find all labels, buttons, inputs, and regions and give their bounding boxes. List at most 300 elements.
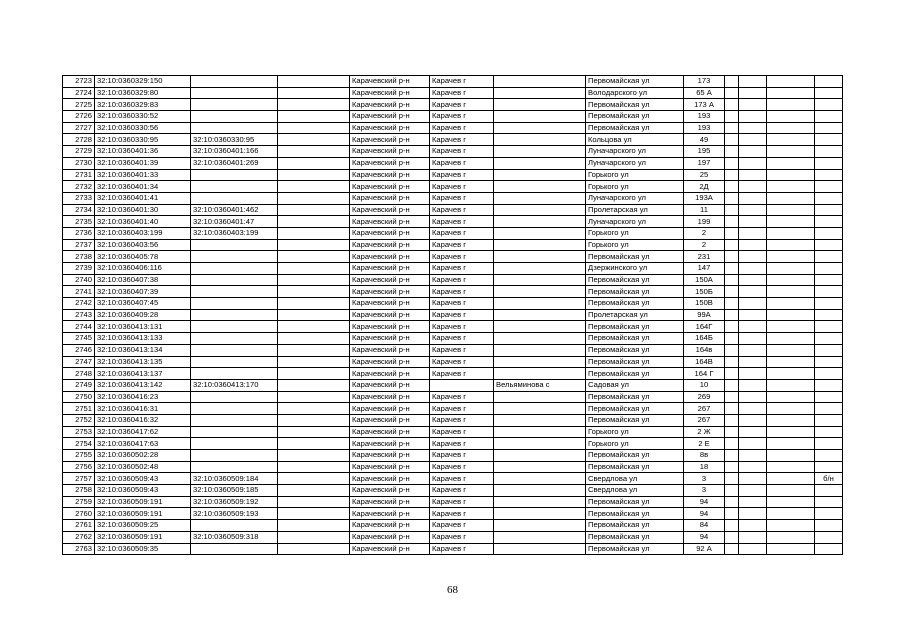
table-cell: 32:10:0360509:191 xyxy=(95,496,191,508)
table-cell: Карачев г xyxy=(430,239,494,251)
table-cell xyxy=(278,344,350,356)
table-row xyxy=(63,76,843,88)
table-cell xyxy=(725,379,739,391)
table-cell: 32:10:0360330:95 xyxy=(95,134,191,146)
table-cell: Карачев г xyxy=(430,227,494,239)
table-row xyxy=(63,531,843,543)
table-cell xyxy=(739,379,767,391)
table-cell: Карачев г xyxy=(430,450,494,462)
table-row xyxy=(63,99,843,111)
table-cell: 32:10:0360509:318 xyxy=(191,531,278,543)
table-cell xyxy=(767,344,815,356)
table-cell xyxy=(494,227,586,239)
table-cell: Первомайская ул xyxy=(586,450,684,462)
table-cell: 94 xyxy=(684,531,725,543)
table-cell: Первомайская ул xyxy=(586,321,684,333)
table-cell xyxy=(739,356,767,368)
table-row xyxy=(63,473,843,485)
table-cell xyxy=(739,298,767,310)
table-cell xyxy=(725,298,739,310)
table-cell: 3 xyxy=(684,485,725,497)
table-row xyxy=(63,321,843,333)
table-cell xyxy=(725,450,739,462)
table-cell xyxy=(494,169,586,181)
table-cell: 32:10:0360417:63 xyxy=(95,438,191,450)
table-cell xyxy=(739,122,767,134)
table-cell xyxy=(494,391,586,403)
table-cell: Первомайская ул xyxy=(586,274,684,286)
table-cell: 2724 xyxy=(63,87,95,99)
table-cell xyxy=(494,76,586,88)
table-cell xyxy=(815,239,843,251)
table-cell xyxy=(815,508,843,520)
table-cell: Карачев г xyxy=(430,531,494,543)
table-cell: 32:10:0360407:39 xyxy=(95,286,191,298)
table-cell xyxy=(815,403,843,415)
table-cell xyxy=(767,473,815,485)
table-cell: 195 xyxy=(684,146,725,158)
table-cell xyxy=(278,99,350,111)
table-cell xyxy=(815,391,843,403)
table-row xyxy=(63,274,843,286)
table-cell xyxy=(725,111,739,123)
table-row xyxy=(63,204,843,216)
table-cell: Карачевский р-н xyxy=(350,157,430,169)
table-cell: Пролетарская ул xyxy=(586,309,684,321)
table-cell: 2725 xyxy=(63,99,95,111)
table-cell xyxy=(725,414,739,426)
table-cell: 32:10:0360407:38 xyxy=(95,274,191,286)
table-cell: Первомайская ул xyxy=(586,368,684,380)
table-cell xyxy=(191,298,278,310)
table-cell xyxy=(739,543,767,555)
table-cell xyxy=(739,111,767,123)
table-cell xyxy=(278,192,350,204)
table-row xyxy=(63,146,843,158)
table-cell: 32:10:0360509:185 xyxy=(191,485,278,497)
table-cell xyxy=(739,496,767,508)
table-cell: 32:10:0360509:192 xyxy=(191,496,278,508)
table-cell xyxy=(767,368,815,380)
table-cell: Карачев г xyxy=(430,111,494,123)
table-cell: Луначарского ул xyxy=(586,192,684,204)
table-cell xyxy=(739,333,767,345)
table-cell xyxy=(494,531,586,543)
table-cell xyxy=(767,496,815,508)
table-cell xyxy=(739,216,767,228)
table-cell: 2754 xyxy=(63,438,95,450)
table-cell: 32:10:0360413:137 xyxy=(95,368,191,380)
table-cell xyxy=(494,321,586,333)
table-cell xyxy=(739,368,767,380)
table-cell: 32:10:0360509:193 xyxy=(191,508,278,520)
table-cell xyxy=(815,531,843,543)
table-cell: Карачевский р-н xyxy=(350,111,430,123)
table-cell xyxy=(815,344,843,356)
table-cell xyxy=(278,543,350,555)
table-cell xyxy=(278,169,350,181)
table-cell xyxy=(278,321,350,333)
table-cell xyxy=(739,309,767,321)
table-cell xyxy=(725,473,739,485)
table-cell xyxy=(815,216,843,228)
table-cell: 32:10:0360330:95 xyxy=(191,134,278,146)
table-cell xyxy=(767,251,815,263)
table-row xyxy=(63,192,843,204)
table-cell: 8в xyxy=(684,450,725,462)
table-cell: 84 xyxy=(684,520,725,532)
table-cell: 164 Г xyxy=(684,368,725,380)
table-cell xyxy=(767,263,815,275)
table-cell xyxy=(494,543,586,555)
table-cell: 199 xyxy=(684,216,725,228)
table-cell xyxy=(767,87,815,99)
table-row xyxy=(63,414,843,426)
table-cell xyxy=(739,239,767,251)
table-row xyxy=(63,239,843,251)
table-cell: Первомайская ул xyxy=(586,76,684,88)
table-cell: Свердлова ул xyxy=(586,473,684,485)
table-cell xyxy=(494,239,586,251)
table-cell: Карачев г xyxy=(430,87,494,99)
table-cell: Карачевский р-н xyxy=(350,76,430,88)
table-cell xyxy=(278,286,350,298)
table-cell: Карачевский р-н xyxy=(350,321,430,333)
table-cell: 32:10:0360502:48 xyxy=(95,461,191,473)
table-cell: 32:10:0360416:32 xyxy=(95,414,191,426)
table-cell xyxy=(278,508,350,520)
table-cell xyxy=(191,122,278,134)
table-cell xyxy=(767,239,815,251)
table-cell: 32:10:0360509:191 xyxy=(95,508,191,520)
table-cell xyxy=(815,379,843,391)
table-cell: 2750 xyxy=(63,391,95,403)
table-cell xyxy=(815,286,843,298)
table-cell xyxy=(767,204,815,216)
table-cell: Первомайская ул xyxy=(586,543,684,555)
table-cell xyxy=(494,450,586,462)
table-cell xyxy=(767,438,815,450)
table-cell xyxy=(191,543,278,555)
table-cell xyxy=(815,438,843,450)
table-cell: 32:10:0360413:142 xyxy=(95,379,191,391)
table-cell: Карачевский р-н xyxy=(350,192,430,204)
table-cell: 32:10:0360509:35 xyxy=(95,543,191,555)
table-cell xyxy=(815,251,843,263)
table-cell xyxy=(725,134,739,146)
table-cell: 2755 xyxy=(63,450,95,462)
table-cell: Карачевский р-н xyxy=(350,87,430,99)
table-cell xyxy=(725,286,739,298)
table-cell: Луначарского ул xyxy=(586,146,684,158)
table-cell xyxy=(767,333,815,345)
table-cell xyxy=(739,204,767,216)
table-cell xyxy=(191,414,278,426)
table-cell xyxy=(725,227,739,239)
table-row xyxy=(63,309,843,321)
table-cell: Карачевский р-н xyxy=(350,461,430,473)
table-cell xyxy=(494,309,586,321)
table-cell xyxy=(767,134,815,146)
table-cell: 2733 xyxy=(63,192,95,204)
table-cell xyxy=(815,204,843,216)
table-cell: 49 xyxy=(684,134,725,146)
table-cell xyxy=(815,134,843,146)
table-cell xyxy=(191,344,278,356)
table-cell: Горького ул xyxy=(586,239,684,251)
table-cell xyxy=(191,87,278,99)
table-row xyxy=(63,403,843,415)
address-table xyxy=(62,75,843,555)
table-cell xyxy=(494,426,586,438)
table-cell xyxy=(725,76,739,88)
table-row xyxy=(63,426,843,438)
table-cell xyxy=(815,192,843,204)
table-cell xyxy=(725,122,739,134)
table-cell: 32:10:0360509:184 xyxy=(191,473,278,485)
table-cell: 173 xyxy=(684,76,725,88)
table-cell xyxy=(191,333,278,345)
table-cell xyxy=(767,274,815,286)
table-cell xyxy=(725,263,739,275)
table-cell xyxy=(278,181,350,193)
table-cell: 2730 xyxy=(63,157,95,169)
table-cell: 164Б xyxy=(684,333,725,345)
table-cell xyxy=(815,496,843,508)
table-cell: Карачевский р-н xyxy=(350,286,430,298)
table-cell: 2742 xyxy=(63,298,95,310)
table-row xyxy=(63,134,843,146)
table-cell: 2737 xyxy=(63,239,95,251)
table-cell: 99А xyxy=(684,309,725,321)
table-row xyxy=(63,227,843,239)
table-cell xyxy=(191,76,278,88)
table-cell: 32:10:0360413:170 xyxy=(191,379,278,391)
table-cell: Карачев г xyxy=(430,321,494,333)
table-cell: Карачевский р-н xyxy=(350,181,430,193)
table-cell: Карачевский р-н xyxy=(350,391,430,403)
table-body xyxy=(63,76,843,555)
table-cell: Первомайская ул xyxy=(586,122,684,134)
table-cell xyxy=(278,216,350,228)
table-cell xyxy=(739,461,767,473)
table-cell: 2762 xyxy=(63,531,95,543)
table-cell: 2723 xyxy=(63,76,95,88)
table-cell xyxy=(725,426,739,438)
table-cell: Карачевский р-н xyxy=(350,344,430,356)
table-cell xyxy=(725,543,739,555)
table-cell xyxy=(739,286,767,298)
table-cell: Карачевский р-н xyxy=(350,520,430,532)
table-cell: 32:10:0360401:166 xyxy=(191,146,278,158)
table-cell xyxy=(494,333,586,345)
table-cell xyxy=(278,414,350,426)
table-cell: Карачев г xyxy=(430,169,494,181)
table-cell xyxy=(725,216,739,228)
table-cell xyxy=(278,461,350,473)
table-cell xyxy=(767,391,815,403)
table-cell: Горького ул xyxy=(586,438,684,450)
table-cell: 3 xyxy=(684,473,725,485)
table-cell: Карачевский р-н xyxy=(350,450,430,462)
table-cell xyxy=(278,204,350,216)
table-cell: 2728 xyxy=(63,134,95,146)
table-cell: 32:10:0360509:43 xyxy=(95,473,191,485)
table-cell xyxy=(725,391,739,403)
table-cell xyxy=(494,216,586,228)
table-cell xyxy=(494,263,586,275)
table-cell: 92 А xyxy=(684,543,725,555)
table-cell xyxy=(278,309,350,321)
table-cell: Карачев г xyxy=(430,251,494,263)
table-cell: Карачевский р-н xyxy=(350,134,430,146)
table-row xyxy=(63,216,843,228)
table-cell: Пролетарская ул xyxy=(586,204,684,216)
table-cell: Карачевский р-н xyxy=(350,309,430,321)
table-cell xyxy=(191,309,278,321)
table-cell: 94 xyxy=(684,508,725,520)
table-cell: Карачевский р-н xyxy=(350,368,430,380)
table-cell: Карачев г xyxy=(430,309,494,321)
table-cell xyxy=(815,87,843,99)
table-cell: 193 xyxy=(684,111,725,123)
table-cell: Карачевский р-н xyxy=(350,99,430,111)
table-cell xyxy=(725,204,739,216)
table-cell: Володарского ул xyxy=(586,87,684,99)
table-cell: Первомайская ул xyxy=(586,251,684,263)
table-cell xyxy=(494,111,586,123)
table-cell: Карачев г xyxy=(430,403,494,415)
table-cell: 11 xyxy=(684,204,725,216)
table-cell: 2756 xyxy=(63,461,95,473)
table-cell xyxy=(815,263,843,275)
table-cell xyxy=(767,181,815,193)
table-cell: Карачевский р-н xyxy=(350,508,430,520)
table-cell: Карачевский р-н xyxy=(350,122,430,134)
table-cell: 197 xyxy=(684,157,725,169)
table-cell: 32:10:0360405:78 xyxy=(95,251,191,263)
table-cell xyxy=(725,531,739,543)
table-cell xyxy=(767,485,815,497)
table-cell: 2757 xyxy=(63,473,95,485)
table-cell: Карачев г xyxy=(430,157,494,169)
table-cell: 2729 xyxy=(63,146,95,158)
table-cell: 32:10:0360401:462 xyxy=(191,204,278,216)
table-cell: Карачев г xyxy=(430,99,494,111)
table-cell xyxy=(739,391,767,403)
table-cell xyxy=(278,76,350,88)
table-cell: Карачев г xyxy=(430,508,494,520)
table-cell xyxy=(494,368,586,380)
table-cell xyxy=(725,356,739,368)
table-cell: 2736 xyxy=(63,227,95,239)
table-cell xyxy=(191,274,278,286)
table-cell: 25 xyxy=(684,169,725,181)
table-cell xyxy=(191,181,278,193)
table-cell: Первомайская ул xyxy=(586,461,684,473)
table-cell: Первомайская ул xyxy=(586,531,684,543)
table-row xyxy=(63,122,843,134)
table-cell: 150А xyxy=(684,274,725,286)
table-cell xyxy=(278,391,350,403)
table-cell: Карачев г xyxy=(430,368,494,380)
table-cell xyxy=(767,450,815,462)
table-cell xyxy=(815,298,843,310)
table-cell xyxy=(725,169,739,181)
table-cell: 2 xyxy=(684,239,725,251)
table-cell: 2732 xyxy=(63,181,95,193)
table-cell xyxy=(725,403,739,415)
table-cell xyxy=(767,508,815,520)
table-cell: 2734 xyxy=(63,204,95,216)
table-cell xyxy=(494,134,586,146)
table-cell xyxy=(739,450,767,462)
table-cell xyxy=(739,531,767,543)
table-row xyxy=(63,298,843,310)
table-cell: 2760 xyxy=(63,508,95,520)
table-cell xyxy=(725,146,739,158)
table-cell xyxy=(767,169,815,181)
table-cell xyxy=(191,368,278,380)
table-cell xyxy=(494,520,586,532)
table-cell xyxy=(278,403,350,415)
table-cell: Первомайская ул xyxy=(586,344,684,356)
table-cell: Первомайская ул xyxy=(586,333,684,345)
table-cell xyxy=(767,531,815,543)
table-cell: Карачевский р-н xyxy=(350,239,430,251)
table-cell: 32:10:0360413:131 xyxy=(95,321,191,333)
table-cell xyxy=(191,169,278,181)
table-cell: 2743 xyxy=(63,309,95,321)
table-row xyxy=(63,344,843,356)
table-cell xyxy=(278,426,350,438)
table-cell: 2763 xyxy=(63,543,95,555)
table-cell xyxy=(767,543,815,555)
table-cell xyxy=(815,227,843,239)
table-row xyxy=(63,157,843,169)
table-cell xyxy=(278,298,350,310)
table-cell xyxy=(739,76,767,88)
table-cell xyxy=(725,496,739,508)
table-cell: Карачев г xyxy=(430,543,494,555)
table-cell: Карачев г xyxy=(430,274,494,286)
table-cell: 32:10:0360416:31 xyxy=(95,403,191,415)
table-cell: Карачевский р-н xyxy=(350,403,430,415)
table-cell xyxy=(278,87,350,99)
table-cell xyxy=(815,414,843,426)
table-cell xyxy=(494,461,586,473)
table-cell xyxy=(739,146,767,158)
table-cell xyxy=(191,438,278,450)
table-cell xyxy=(767,426,815,438)
table-cell xyxy=(739,251,767,263)
table-cell xyxy=(191,403,278,415)
table-cell: Карачев г xyxy=(430,438,494,450)
table-cell xyxy=(725,333,739,345)
table-cell xyxy=(494,122,586,134)
table-cell xyxy=(739,169,767,181)
table-cell xyxy=(739,473,767,485)
table-cell xyxy=(494,192,586,204)
table-row xyxy=(63,169,843,181)
table-cell xyxy=(739,134,767,146)
table-row xyxy=(63,450,843,462)
table-row xyxy=(63,368,843,380)
table-cell xyxy=(725,181,739,193)
table-cell: 2 xyxy=(684,227,725,239)
table-cell xyxy=(815,181,843,193)
table-cell: Первомайская ул xyxy=(586,111,684,123)
